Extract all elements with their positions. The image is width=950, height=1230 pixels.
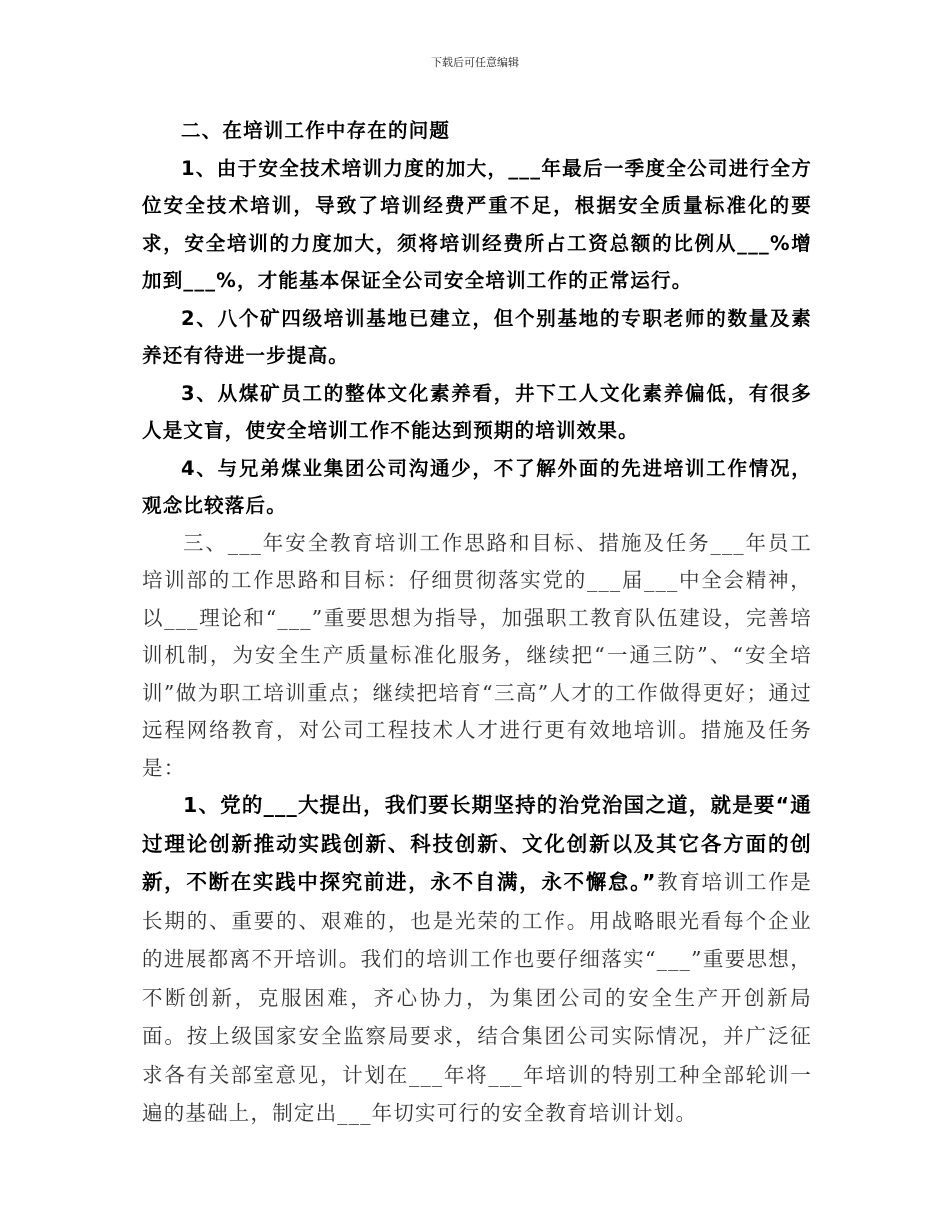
- paragraph-item-1: 1、由于安全技术培训力度的加大，___年最后一季度全公司进行全方位安全技术培训，导致了培训经费严重不足，根据安全质量标准化的要求，安全培训的力度加大，须将培训经费所占工资总额的比例从___%增加到___%，才能基本保证全公司安全培训工作的正常运行。: [142, 156, 812, 292]
- paragraph-item-4: 4、与兄弟煤业集团公司沟通少，不了解外面的先进培训工作情况，观念比较落后。: [142, 456, 812, 517]
- page-header: 下载后可任意编辑: [431, 56, 519, 69]
- paragraph-measure-1: [142, 787, 812, 1134]
- paragraph-measure-1-bold: 1、党的___大提出，我们要长期坚持的治党治国之道，就是要“通过理论创新推动实践创新、科技创新、文化创新以及其它各方面的创新，不断在实践中探究前进，永不自满，永不懈怠。”: [142, 793, 812, 894]
- section-heading-problems: 二、在培训工作中存在的问题: [181, 119, 451, 142]
- paragraph-item-3: 3、从煤矿员工的整体文化素养看，井下工人文化素养偏低，有很多人是文盲，使安全培训工作不能达到预期的培训效果。: [142, 381, 812, 442]
- paragraph-item-2: 2、八个矿四级培训基地已建立，但个别基地的专职老师的数量及素养还有待进一步提高。: [142, 306, 812, 367]
- document-body: [142, 112, 812, 1134]
- section-paragraph-goals: 三、___年安全教育培训工作思路和目标、措施及任务___年员工培训部的工作思路和目标：仔细贯彻落实党的___届___中全会精神，以___理论和“___”重要思想为指导，加强职工教育队伍建设，完善培训机制，为安全生产质量标准化服务，继续把“一通三防”、“安全培训”做为职工培训重点；继续把培育“三高”人才的工作做得更好；通过远程网络教育，对公司工程技术人才进行更有效地培训。措施及任务是：: [142, 530, 812, 780]
- paragraph-measure-1-rest: 教育培训工作是长期的、重要的、艰难的，也是光荣的工作。用战略眼光看每个企业的进展都离不开培训。我们的培训工作也要仔细落实“___”重要思想，不断创新，克服困难，齐心协力，为集团公司的安全生产开创新局面。按上级国家安全监察局要求，结合集团公司实际情况，并广泛征求各有关部室意见，计划在___年将___年培训的特别工种全部轮训一遍的基础上，制定出___年切实可行的安全教育培训计划。: [142, 870, 812, 1125]
